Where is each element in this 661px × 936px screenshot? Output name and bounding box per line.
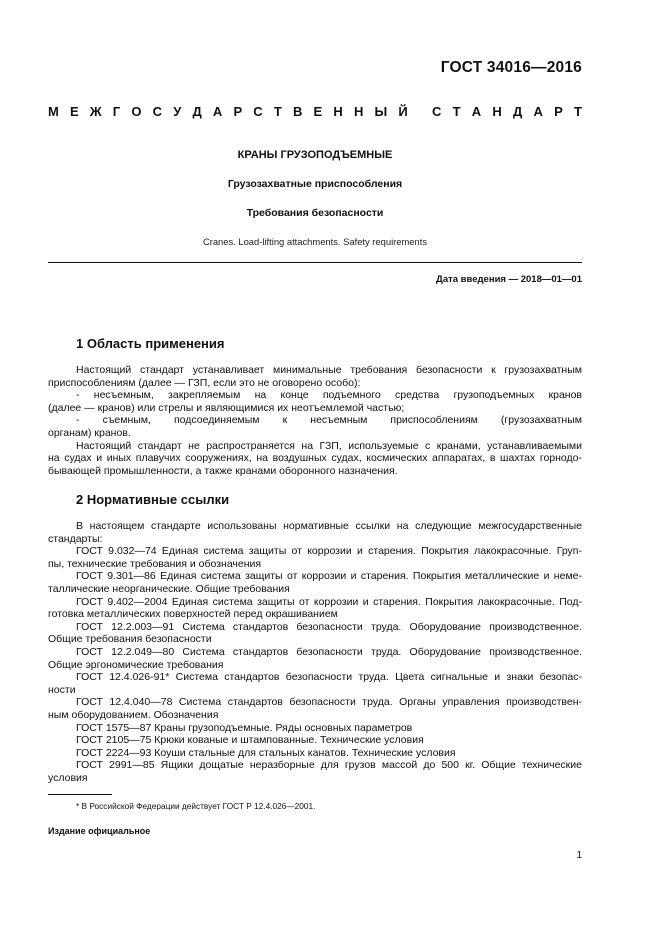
text-line: ГОСТ 1575—87 Краны грузоподъемные. Ряды основных параметров xyxy=(76,721,413,734)
banner-letter: Г xyxy=(112,104,121,119)
text-line: условия xyxy=(48,771,88,784)
banner-letter: Р xyxy=(233,104,243,119)
official-edition-label: Издание официальное xyxy=(48,826,151,836)
text-line: таллические неорганические. Общие требования xyxy=(48,582,290,595)
document-subtitle-2: Требования безопасности xyxy=(246,207,384,219)
banner-letter: Д xyxy=(513,104,523,119)
banner-letter: С xyxy=(253,104,263,119)
banner-letter: О xyxy=(131,104,142,119)
banner-letter: Н xyxy=(353,104,364,119)
text-line: приспособлениям (далее — ГЗП, если это не оговорено особо): xyxy=(48,376,361,389)
text-line: Общие требования безопасности xyxy=(48,633,212,646)
text-line: Настоящий стандарт устанавливает минимальные требования безопасности к грузозахватным xyxy=(76,364,582,376)
banner-word-standard xyxy=(432,104,582,119)
footnote: * В Российской Федерации действует ГОСТ Р 12.4.026—2001. xyxy=(76,801,316,811)
banner-word-interstate xyxy=(48,104,408,119)
text-line: В настоящем стандарте использованы нормативные ссылки на следующие межгосударственные xyxy=(76,520,582,532)
text-line: - съемным, подсоединяемым к несъемным приспособлениям (грузозахватным xyxy=(76,414,582,427)
text-line: ГОСТ 2105—75 Крюки кованые и штампованные. Технические условия xyxy=(76,734,424,747)
banner-letter: М xyxy=(48,104,59,119)
banner-letter: А xyxy=(212,104,223,119)
banner-letter: С xyxy=(152,104,163,119)
banner-letter: Е xyxy=(313,104,323,119)
english-title: Cranes. Load-lifting attachments. Safety requirements xyxy=(202,236,428,247)
banner-letter: Р xyxy=(554,104,563,119)
text-line: ГОСТ 12.2.049—80 Система стандартов безопасности труда. Оборудование производственное. xyxy=(76,645,582,658)
text-line: (далее — кранов) или стрелы и являющимися их неотъемлемой частью; xyxy=(48,401,405,414)
text-line: ГОСТ 2991—85 Ящики дощатые неразборные для грузов массой до 500 кг. Общие технические xyxy=(76,759,582,772)
text-line: ности xyxy=(48,683,76,696)
document-subtitle: Грузозахватные приспособления xyxy=(227,178,403,190)
banner-letter: Т xyxy=(452,104,461,119)
banner-letter: Й xyxy=(398,104,408,119)
banner-letter: Т xyxy=(273,104,282,119)
text-line: Настоящий стандарт не распространяется на ГЗП, используемые с кранами, устанавливаемыми xyxy=(76,439,582,452)
introduction-date: Дата введения — 2018—01—01 xyxy=(436,274,582,285)
document-title: КРАНЫ ГРУЗОПОДЪЕМНЫЕ xyxy=(237,149,393,161)
banner-letter: Н xyxy=(333,104,343,119)
text-line: ГОСТ 12.2.003—91 Система стандартов безопасности труда. Оборудование производственное. xyxy=(76,620,582,633)
text-line: готовка металлических поверхностей перед окрашиванием xyxy=(48,608,338,621)
banner-letter: В xyxy=(292,104,303,119)
text-line: - несъемным, закрепляемым на конце подъемного средства грузоподъемных кранов xyxy=(76,389,582,402)
banner-letter: У xyxy=(173,104,182,119)
banner-letter: Д xyxy=(192,104,202,119)
title-divider xyxy=(48,262,582,263)
text-line: Общие эргономические требования xyxy=(48,658,224,671)
text-line: ГОСТ 12.4.026-91* Система стандартов безопасности труда. Цвета сигнальные и знаки безопас- xyxy=(76,671,582,684)
text-line: бывающей промышленности, а также кранами оборонного назначения. xyxy=(48,464,398,477)
standard-banner xyxy=(48,104,582,119)
text-line: пы, технические требования и обозначения xyxy=(48,557,262,570)
text-line: стандарты: xyxy=(48,532,103,545)
banner-letter: Н xyxy=(492,104,502,119)
banner-letter: Ы xyxy=(374,104,388,119)
banner-letter: А xyxy=(471,104,482,119)
document-code: ГОСТ 34016—2016 xyxy=(440,59,582,76)
text-line: на судах и иных плавучих сооружениях, на воздушных судах, космических аппаратах, в шахтах горнодо- xyxy=(48,452,582,465)
text-line: ГОСТ 2224—93 Коуши стальные для стальных канатов. Технические условия xyxy=(76,746,456,759)
banner-letter: С xyxy=(432,104,442,119)
section-2-heading: 2 Нормативные ссылки xyxy=(76,492,230,507)
banner-letter: Т xyxy=(573,104,582,119)
text-line: ным оборудованием. Обозначения xyxy=(48,708,219,721)
text-line: ГОСТ 12.4.040—78 Система стандартов безопасности труда. Органы управления производствен- xyxy=(76,696,582,709)
text-line: ГОСТ 9.402—2004 Единая система защиты от коррозии и старения. Покрытия лакокрасочные. Под- xyxy=(76,595,582,608)
text-line: ГОСТ 9.032—74 Единая система защиты от коррозии и старения. Покрытия лакокрасочные. Груп- xyxy=(76,545,582,558)
page-number: 1 xyxy=(576,850,582,861)
text-line: органам) кранов. xyxy=(48,426,131,439)
banner-letter: А xyxy=(533,104,543,119)
section-2-body xyxy=(48,520,582,784)
banner-letter: Е xyxy=(70,104,79,119)
section-1-heading: 1 Область применения xyxy=(76,336,225,351)
section-1-body xyxy=(48,364,582,477)
text-line: ГОСТ 9.301—86 Единая система защиты от коррозии и старения. Покрытия металлические и неме- xyxy=(76,570,582,583)
banner-letter: Ж xyxy=(89,104,102,119)
footnote-divider xyxy=(48,794,112,795)
